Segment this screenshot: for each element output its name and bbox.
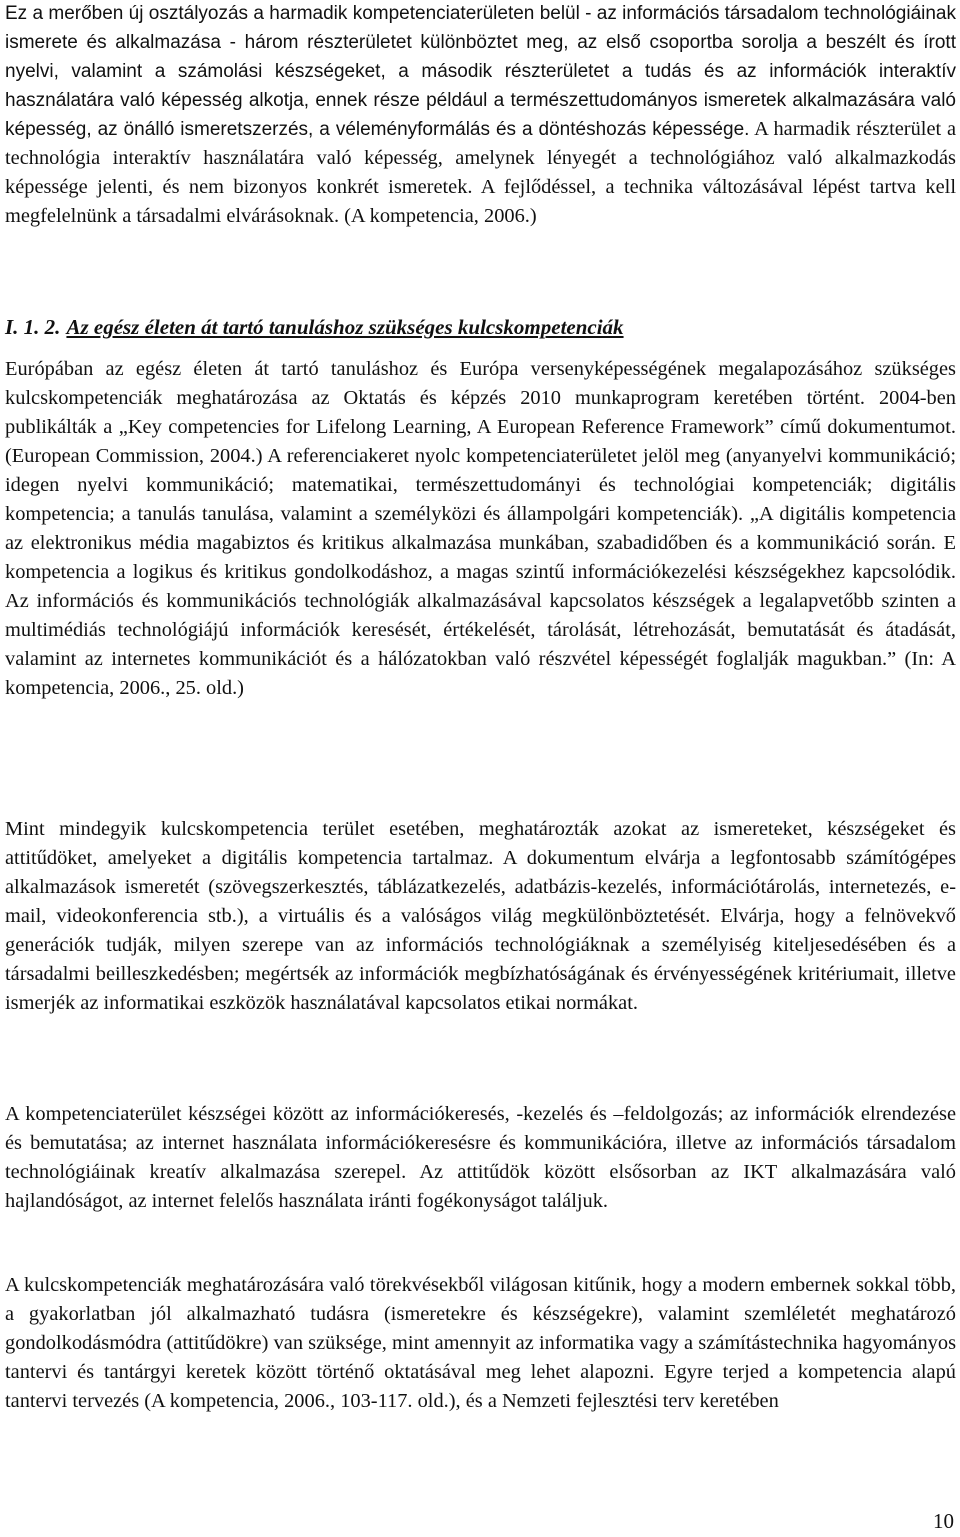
paragraph-key-competences: Európában az egész életen át tartó tanuláshoz és Európa versenyképességének megalapozásához szükséges kulcskompetenciák meghatározása az Oktatás és képzés 2010 munkaprogram keretében történt. 2004-ben publikálták a „Key competencies for Lifelong Learning, A European Reference Framework” című dokumentumot. (European Commission, 2004.) A referenciakeret nyolc kompetenciaterületet jelöl meg (anyanyelvi kommunikáció; idegen nyelvi kommunikáció; matematikai, természettudományi és technológiai kompetenciák; digitális kompetencia; a tanulás tanulása, valamint a személyközi és állampolgári kompetenciák). „A digitális kompetencia az elektronikus média magabiztos és kritikus alkalmazása munkában, szabadidőben és a kommunikáció során. E kompetencia a logikus és kritikus gondolkodáshoz, a magas szintű információkezelési készségekhez kapcsolódik. Az információs és kommunikációs technológiák alkalmazásával kapcsolatos készségek a legalapvetőbb szinten a multimédiás technológiájú információk keresését, értékelését, tárolását, létrehozását, bemutatását és átadását, valamint az internetes kommunikációt és a hálózatokban való részvétel képességét foglalják magukban.” (In: A kompetencia, 2006., 25. old.): [5, 358, 956, 699]
section-heading: [5, 313, 624, 342]
paragraph-digital-skills: Mint mindegyik kulcskompetencia terület esetében, meghatározták azokat az ismereteket, készségeket és attitűdöket, amelyeket a digitális kompetencia tartalmaz. A dokumentum elvárja a legfontosabb számítógépes alkalmazások ismeretét (szövegszerkesztés, táblázatkezelés, adatbázis-kezelés, információtárolás, internetezés, e-mail, videokonferencia stb.), a virtuális és a valóságos világ megkülönböztetését. Elvárja, hogy a felnövekvő generációk tudják, milyen szerepe van az információs technológiáknak a személyiség kiteljesedésében és a társadalmi beilleszkedésben; megértsék az információk megbízhatóságának és érvényességének kritériumait, illetve ismerjék az informatikai eszközök használatával kapcsolatos etikai normákat.: [5, 818, 956, 1014]
paragraph-intro-serif: A harmadik részterület a technológia interaktív használatára való képesség, amelynek lényegét a technológiához való alkalmazkodás képessége jelenti, és nem bizonyos konkrét ismeretek. A fejlődéssel, a technika változásával lépést tartva kell megfelelnünk a társadalmi elvárásoknak. (A kompetencia, 2006.): [5, 118, 956, 227]
paragraph-intro: [5, 0, 956, 231]
paragraph-curriculum: A kulcskompetenciák meghatározására való törekvésekből világosan kitűnik, hogy a modern embernek sokkal több, a gyakorlatban jól alkalmazható tudásra (ismeretekre és készségekre), valamint szemléletét meghatározó gondolkodásmódra (attitűdökre) van szüksége, mint amennyit az informatika vagy a számítástechnika hagyományos tantervi és tantárgyi keretek között történő oktatásával meg lehet alapozni. Egyre terjed a kompetencia alapú tantervi tervezés (A kompetencia, 2006., 103-117. old.), és a Nemzeti fejlesztési terv keretében: [5, 1274, 956, 1412]
section-title: Az egész életen át tartó tanuláshoz szükséges kulcskompetenciák: [66, 315, 624, 339]
section-number: I. 1. 2.: [5, 315, 61, 339]
paragraph-competence-skills: A kompetenciaterület készségei között az információkeresés, -kezelés és –feldolgozás; az információk elrendezése és bemutatása; az internet használata információkeresésre és kommunikációra, illetve az információs társadalom technológiáinak kreatív alkalmazása szerepel. Az attitűdök között elsősorban az IKT alkalmazására való hajlandóságot, az internet felelős használata iránti fogékonyságot találjuk.: [5, 1103, 956, 1212]
page-number: 10: [933, 1509, 954, 1533]
paragraph-intro-sans: Ez a merőben új osztályozás a harmadik kompetenciaterületen belül - az információs társadalom technológiáinak ismerete és alkalmazása - három részterületet különböztet meg, az első csoportba sorolja a beszélt és írott nyelvi, valamint a számolási készségeket, a második részterületet a tudás és az információk interaktív használatára való képesség alkotja, ennek része például a természettudományos ismeretek alkalmazására való képesség, az önálló ismeretszerzés, a véleményformálás és a döntéshozás képessége.: [5, 3, 956, 140]
